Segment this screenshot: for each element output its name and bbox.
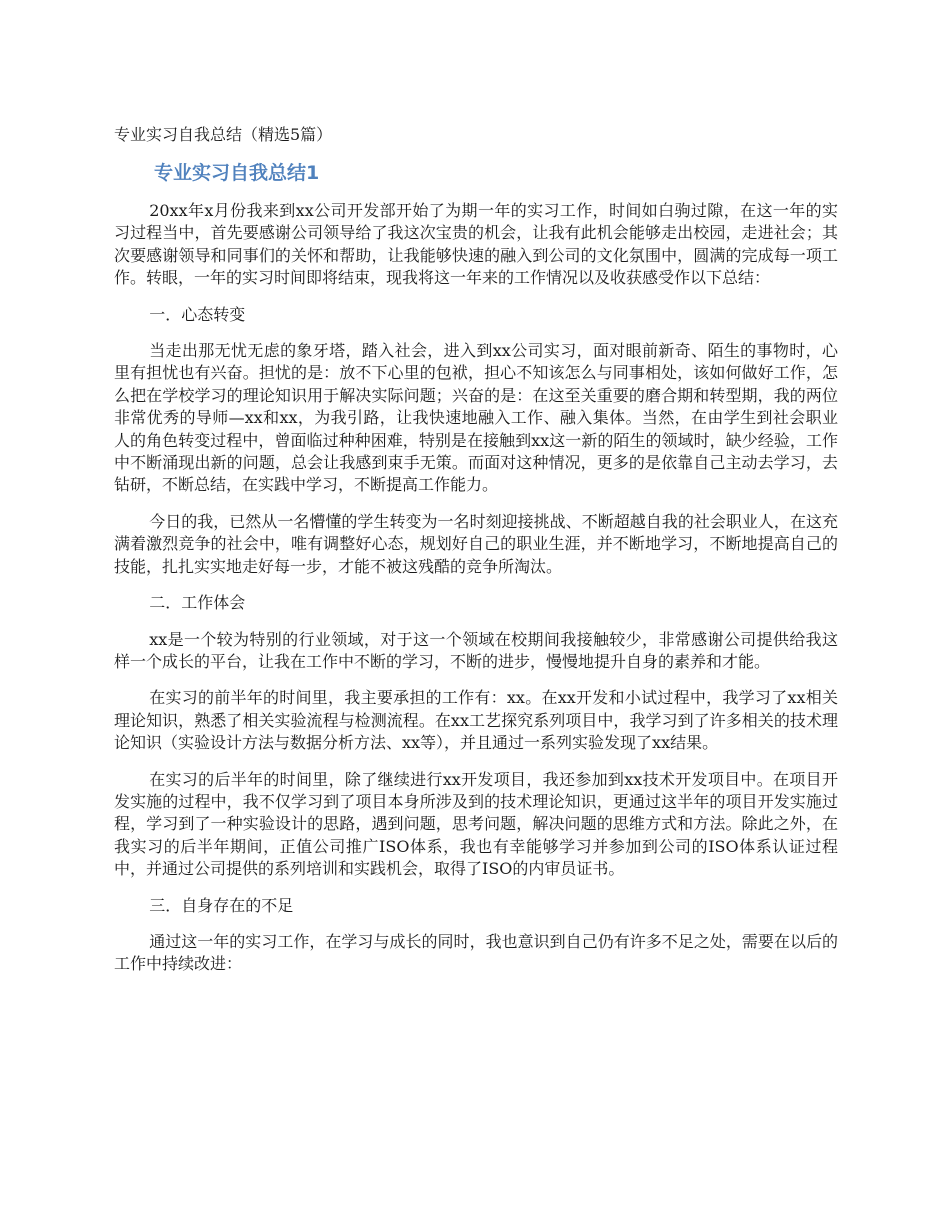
paragraph-mindset-1: 当走出那无忧无虑的象牙塔，踏入社会，进入到xx公司实习，面对眼前新奇、陌生的事物时，心里有担忧也有兴奋。担忧的是：放不下心里的包袱，担心不知该怎么与同事相处，该如何做好工作，怎么把在学校学习的理论知识用于解决实际问题；兴奋的是：在这至关重要的磨合期和转型期，我的两位非常优秀的导师—xx和xx，为我引路，让我快速地融入工作、融入集体。当然，在由学生到社会职业人的角色转变过程中，曾面临过种种困难，特别是在接触到xx这一新的陌生的领域时，缺少经验，工作中不断涌现出新的问题，总会让我感到束手无策。而面对这种情况，更多的是依靠自己主动去学习，去钻研，不断总结，在实践中学习，不断提高工作能力。: [114, 341, 838, 495]
subheading-shortcomings: 三．自身存在的不足: [149, 895, 294, 915]
subheading-work-experience: 二．工作体会: [149, 593, 246, 613]
paragraph-work-3: 在实习的后半年的时间里，除了继续进行xx开发项目，我还参加到xx技术开发项目中。在项目开发实施的过程中，我不仅学习到了项目本身所涉及到的技术理论知识，更通过这半年的项目开发实施过程，学习到了一种实验设计的思路，遇到问题，思考问题，解决问题的思维方式和方法。除此之外，在我实习的后半年期间，正值公司推广ISO体系，我也有幸能够学习并参加到公司的ISO体系认证过程中，并通过公司提供的系列培训和实践机会，取得了ISO的内审员证书。: [114, 769, 838, 879]
document-page: [114, 122, 838, 990]
paragraph-mindset-2: 今日的我，已然从一名懵懂的学生转变为一名时刻迎接挑战、不断超越自我的社会职业人，在这充满着激烈竞争的社会中，唯有调整好心态，规划好自己的职业生涯，并不断地学习，不断地提高自己的技能，扎扎实实地走好每一步，才能不被这残酷的竞争所淘汰。: [114, 511, 838, 576]
section-heading: 专业实习自我总结1: [154, 162, 320, 184]
paragraph-work-1: xx是一个较为特别的行业领域，对于这一个领域在校期间我接触较少，非常感谢公司提供给我这样一个成长的平台，让我在工作中不断的学习，不断的进步，慢慢地提升自身的素养和才能。: [114, 629, 838, 671]
document-title: 专业实习自我总结（精选5篇）: [114, 125, 333, 144]
subheading-mindset: 一．心态转变: [149, 304, 246, 324]
paragraph-shortcomings: 通过这一年的实习工作，在学习与成长的同时，我也意识到自己仍有许多不足之处，需要在以后的工作中持续改进：: [114, 931, 838, 974]
paragraph-intro: 20xx年x月份我来到xx公司开发部开始了为期一年的实习工作，时间如白驹过隙，在这一年的实习过程当中，首先要感谢公司领导给了我这次宝贵的机会，让我有此机会能够走出校园，走进社会；其次要感谢领导和同事们的关怀和帮助，让我能够快速的融入到公司的文化氛围中，圆满的完成每一项工作。转眼，一年的实习时间即将结束，现我将这一年来的工作情况以及收获感受作以下总结：: [114, 201, 838, 288]
paragraph-work-2: 在实习的前半年的时间里，我主要承担的工作有：xx。在xx开发和小试过程中，我学习了xx相关理论知识，熟悉了相关实验流程与检测流程。在xx工艺探究系列项目中，我学习到了许多相关的技术理论知识（实验设计方法与数据分析方法、xx等），并且通过一系列实验发现了xx结果。: [114, 688, 838, 753]
